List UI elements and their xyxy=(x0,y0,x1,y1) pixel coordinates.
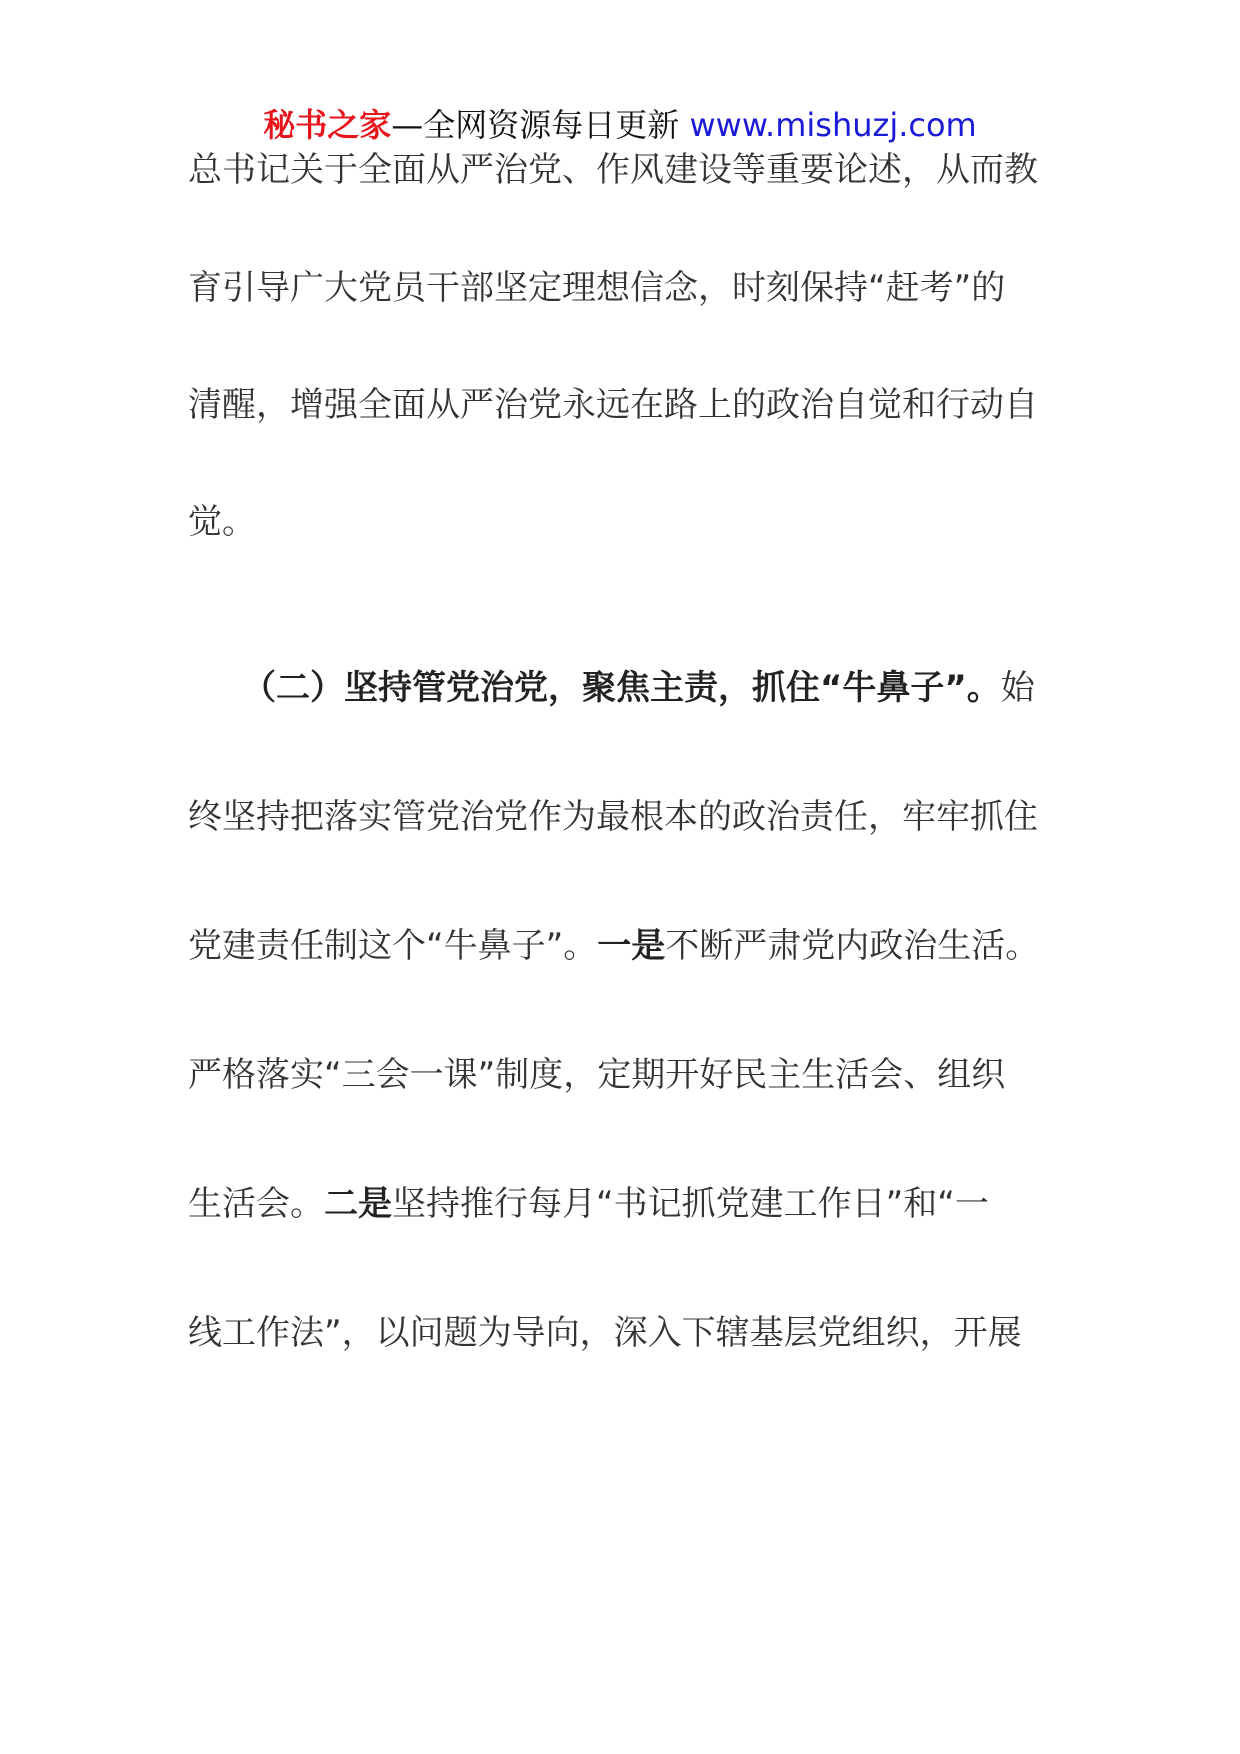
section-heading-line xyxy=(242,663,1035,713)
line-text: 始 xyxy=(1000,668,1035,708)
brand-name: 秘书之家 xyxy=(263,106,392,144)
line-text: 觉。 xyxy=(188,502,256,542)
line-text: 党建责任制这个“牛鼻子”。 xyxy=(188,926,598,966)
line-text: 不断严肃党内政治生活。 xyxy=(665,926,1040,966)
line-text: 清醒，增强全面从严治党永远在路上的政治自觉和行动自 xyxy=(188,385,1038,425)
body-line-2 xyxy=(188,263,1005,313)
line-text: 终坚持把落实管党治党作为最根本的政治责任，牢牢抓住 xyxy=(188,797,1038,837)
site-header xyxy=(0,100,1240,150)
line-text: 育引导广大党员干部坚定理想信念，时刻保持“赶考”的 xyxy=(188,268,1006,308)
body-line-9 xyxy=(188,1179,989,1229)
header-tagline: —全网资源每日更新 xyxy=(391,106,690,144)
line-text: 生活会。 xyxy=(188,1184,324,1224)
body-line-3 xyxy=(188,380,1038,430)
site-url-link[interactable]: www.mishuzj.com xyxy=(689,106,977,144)
body-line-7 xyxy=(188,921,1039,971)
body-line-10 xyxy=(188,1308,1022,1358)
body-line-8 xyxy=(188,1050,1005,1100)
point-two-label: 二是 xyxy=(324,1184,392,1224)
line-text: 严格落实“三会一课”制度，定期开好民主生活会、组织 xyxy=(188,1055,1006,1095)
point-one-label: 一是 xyxy=(597,926,666,966)
line-text: 总书记关于全面从严治党、作风建设等重要论述，从而教 xyxy=(188,150,1038,190)
line-text: 线工作法”，以问题为导向，深入下辖基层党组织，开展 xyxy=(188,1313,1022,1353)
line-text: 坚持推行每月“书记抓党建工作日”和“一 xyxy=(392,1184,989,1224)
body-line-4 xyxy=(188,497,256,547)
section-heading: （二）坚持管党治党，聚焦主责，抓住“牛鼻子”。 xyxy=(242,668,1001,708)
body-line-1 xyxy=(188,145,1038,195)
body-line-6 xyxy=(188,792,1038,842)
